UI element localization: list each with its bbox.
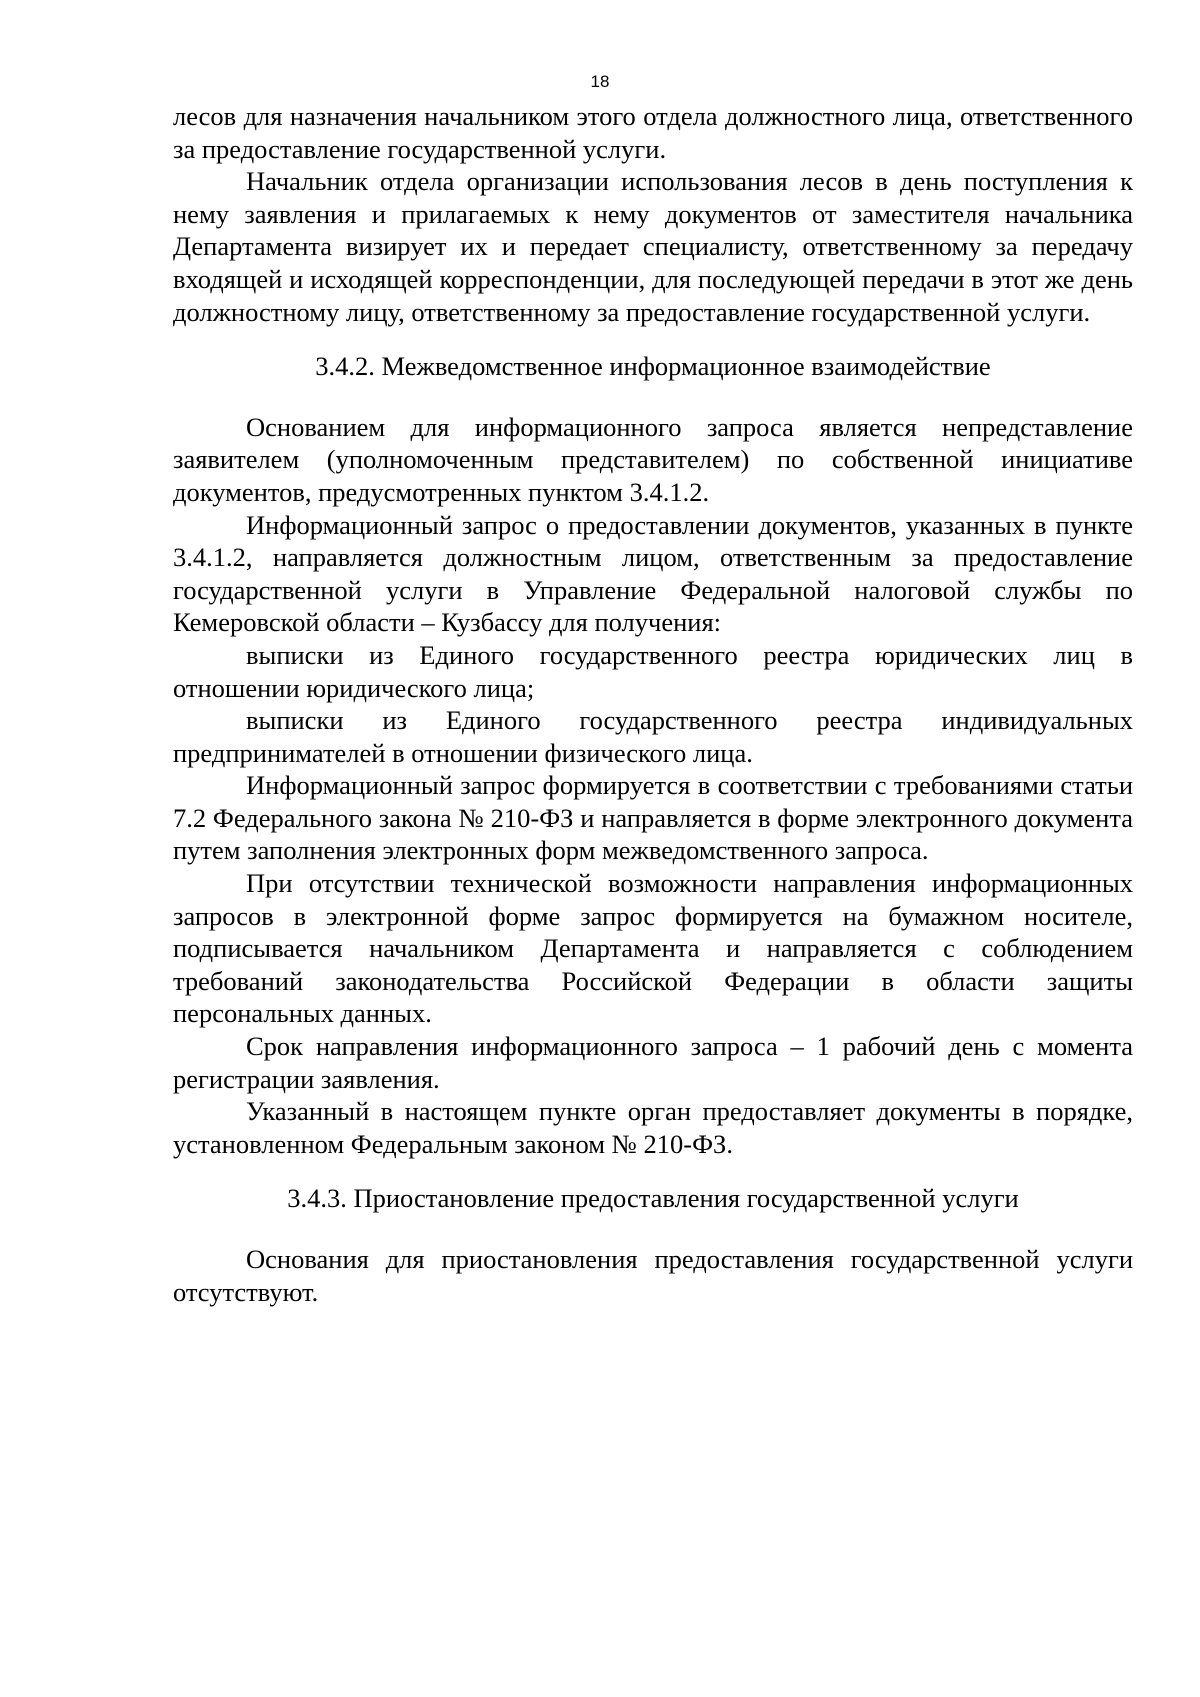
- spacer: [173, 1215, 1133, 1243]
- paragraph: выписки из Единого государственного реестра индивидуальных предпринимателей в отношении физического лица.: [173, 705, 1133, 768]
- paragraph: Информационный запрос формируется в соответствии с требованиями статьи 7.2 Федерального закона № 210-ФЗ и направляется в форме электронного документа путем заполнения электронных форм межведомственного запроса.: [173, 770, 1133, 866]
- paragraph: выписки из Единого государственного реестра юридических лиц в отношении юридического лица;: [173, 639, 1133, 703]
- spacer: [173, 1160, 1133, 1182]
- paragraph: Срок направления информационного запроса – 1 рабочий день с момента регистрации заявления.: [173, 1031, 1133, 1094]
- paragraph: Начальник отдела организации использования лесов в день поступления к нему заявления и прилагаемых к нему документов от заместителя начальника Департамента визирует их и передает специалисту, ответственному за передачу входящей и исходящей корреспонденции, для последующей передачи в этот же день должностному лицу, ответственному за предоставление государственной услуги.: [173, 166, 1133, 327]
- spacer: [173, 328, 1133, 350]
- spacer: [173, 383, 1133, 411]
- section-heading-3-4-2: 3.4.2. Межведомственное информационное взаимодействие: [315, 351, 991, 382]
- document-body: [173, 100, 1133, 1308]
- paragraph: Основания для приостановления предоставления государственной услуги отсутствуют.: [173, 1244, 1133, 1307]
- paragraph: Информационный запрос о предоставлении документов, указанных в пункте 3.4.1.2, направляется должностным лицом, ответственным за предоставление государственной услуги в Управление Федеральной налоговой службы по Кемеровской области – Кузбассу для получения:: [173, 509, 1133, 638]
- paragraph: При отсутствии технической возможности направления информационных запросов в электронной форме запрос формируется на бумажном носителе, подписывается начальником Департамента и направляется с соблюдением требований законодательства Российской Федерации в области защиты персональных данных.: [173, 868, 1133, 1029]
- paragraph-continuation: лесов для назначения начальником этого отдела должностного лица, ответственного за предоставление государственной услуги.: [173, 101, 1133, 164]
- page-number: 18: [590, 72, 610, 91]
- paragraph: Основанием для информационного запроса является непредставление заявителем (уполномоченным представителем) по собственной инициативе документов, предусмотренных пунктом 3.4.1.2.: [173, 411, 1133, 507]
- section-heading-3-4-3: 3.4.3. Приостановление предоставления государственной услуги: [287, 1183, 1019, 1214]
- paragraph: Указанный в настоящем пункте орган предоставляет документы в порядке, установленном Федеральным законом № 210-ФЗ.: [173, 1096, 1133, 1159]
